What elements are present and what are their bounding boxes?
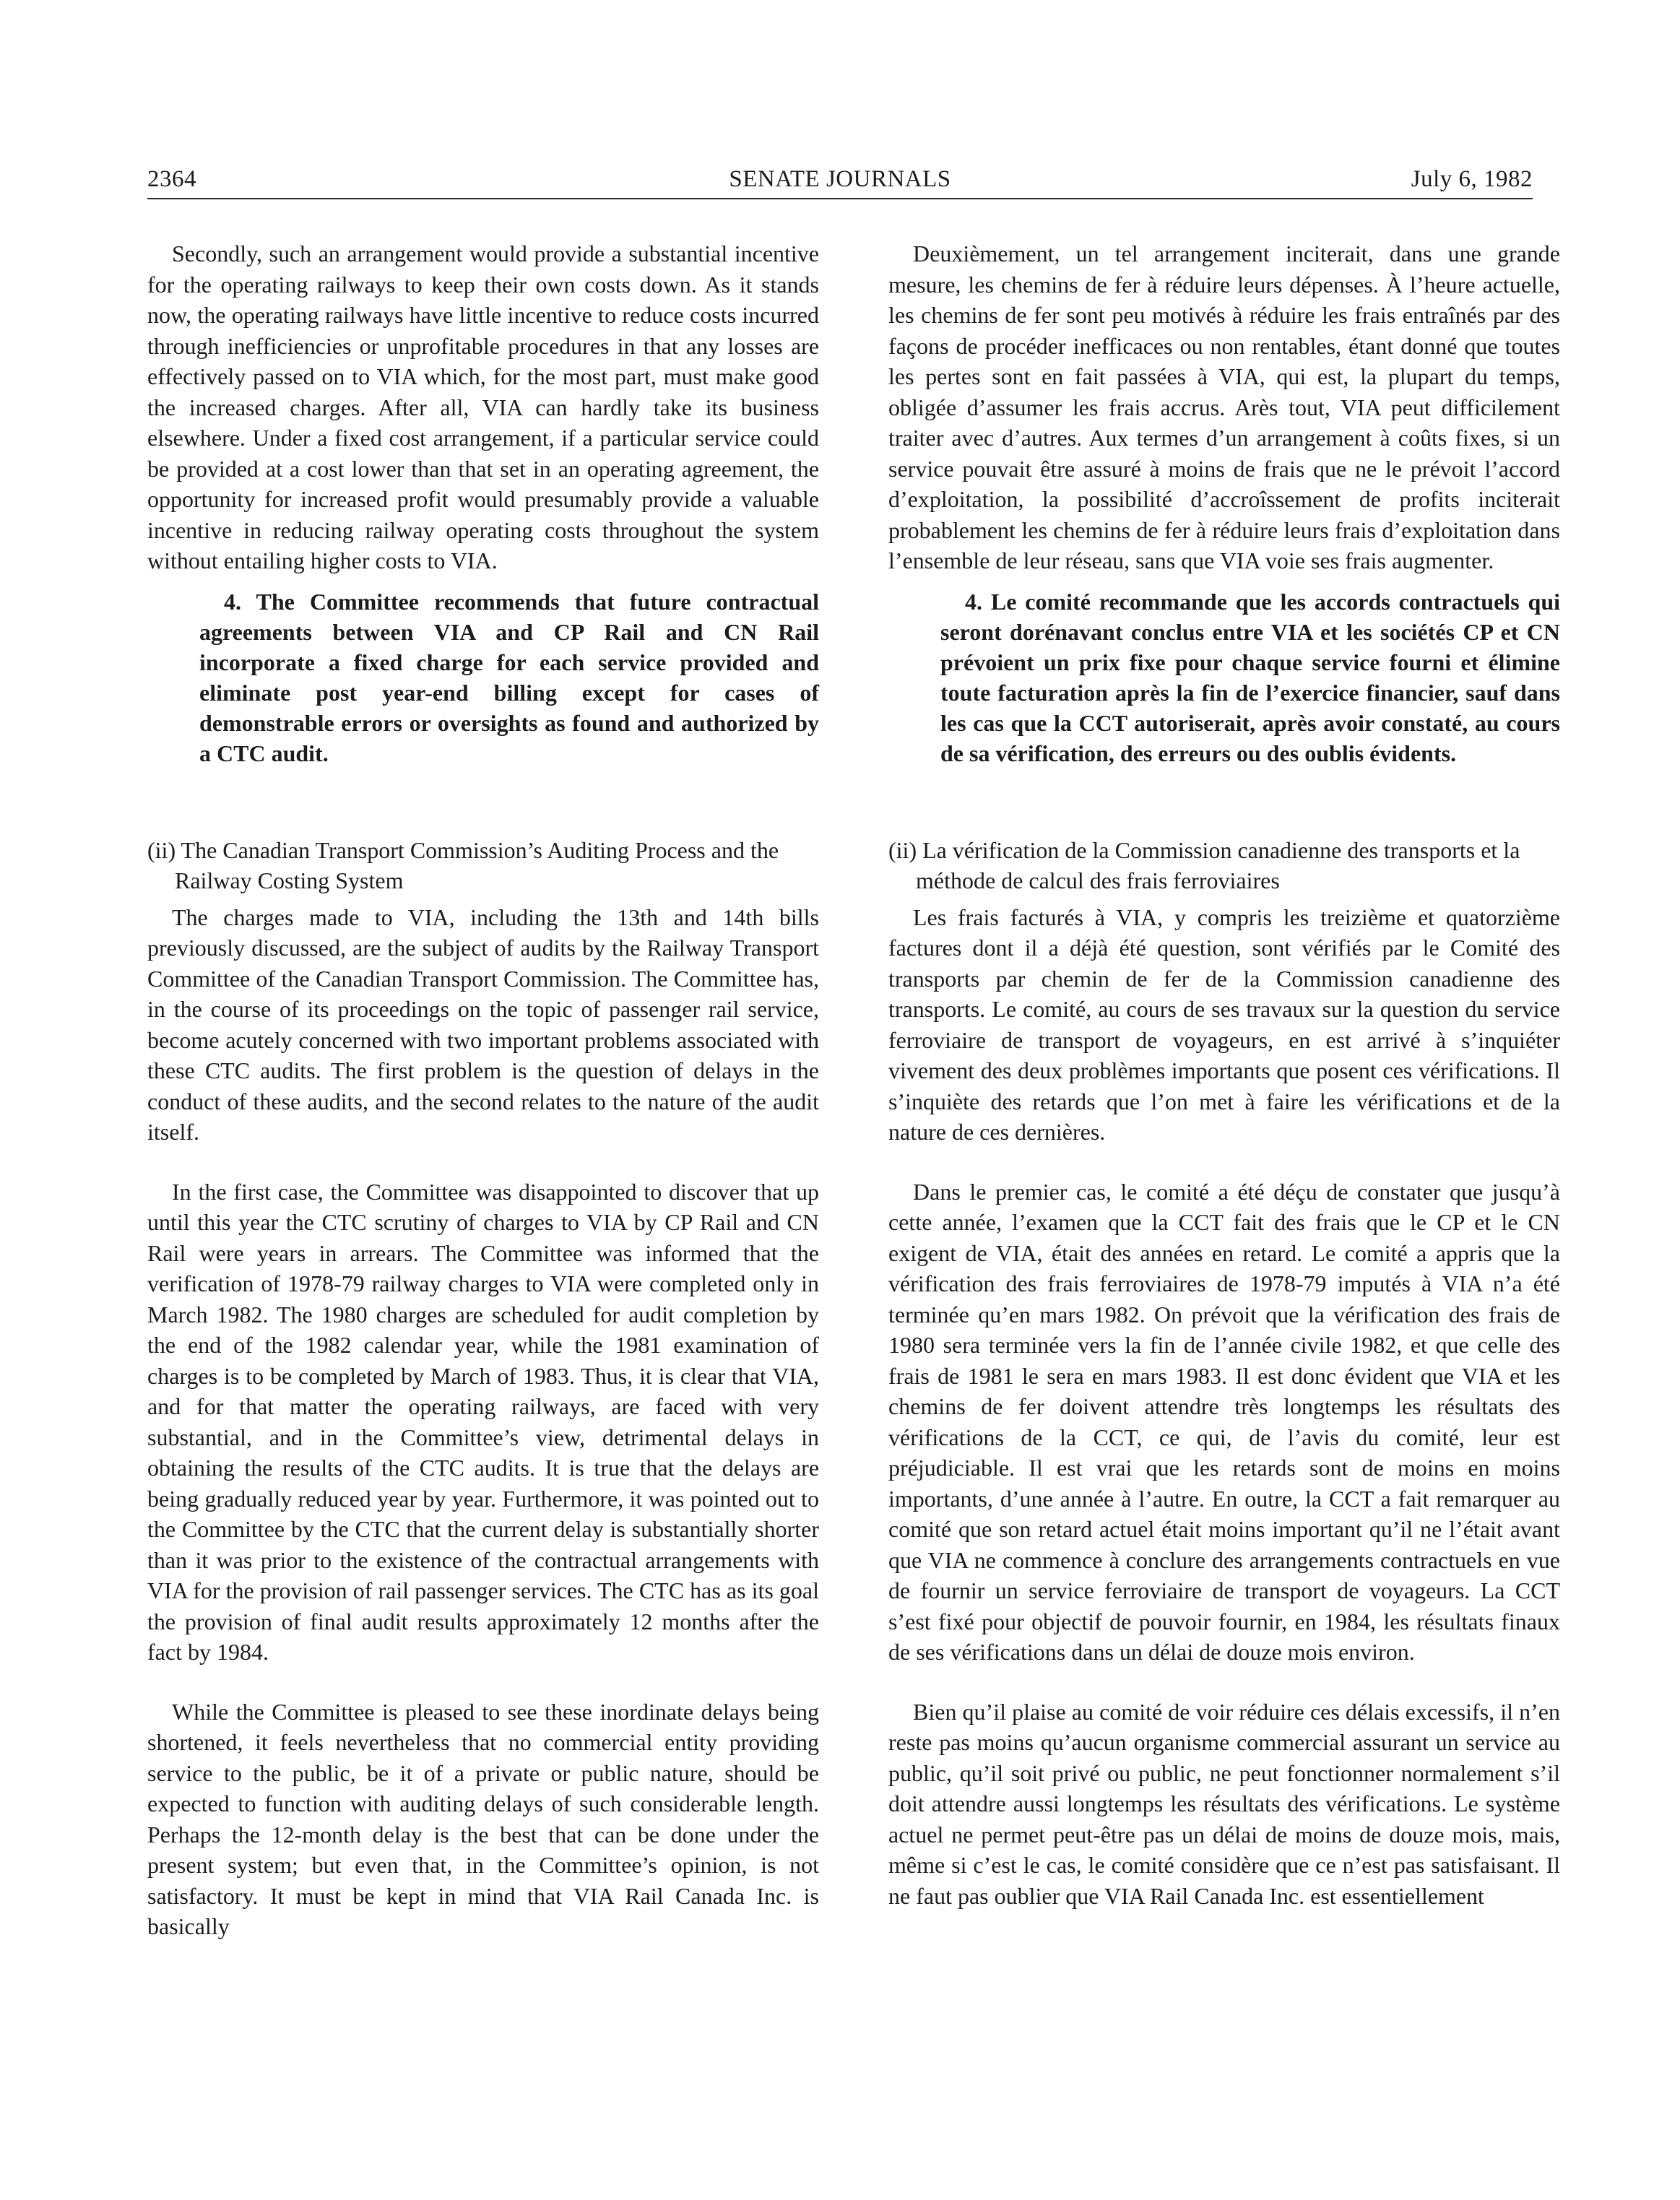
- paragraph-first-case: In the first case, the Committee was disappointed to discover that up until this year the CTC scrutiny of charges to VIA by CP Rail and CN Rail were years in arrears. The Committee was informed that the verification of 1978-79 railway charges to VIA were completed only in March 1982. The 1980 charges are scheduled for audit completion by the end of the 1982 calendar year, while the 1981 examination of charges is to be completed by March of 1983. Thus, it is clear that VIA, and for that matter the operating railways, are faced with very substantial, and in the Committee’s view, detrimental delays in obtaining the results of the CTC audits. It is true that the delays are being gradually reduced year by year. Furthermore, it was pointed out to the Committee by the CTC that the current delay is substantially shorter than it was prior to the existence of the contractual arrangements with VIA for the provision of rail passenger services. The CTC has as its goal the provision of final audit results approximately 12 months after the fact by 1984.: [147, 1178, 819, 1665]
- paragraph-while: While the Committee is pleased to see these inordinate delays being shortened, it feels nevertheless that no commercial entity providing service to the public, be it of a private or public nature, should be expected to function with auditing delays of such considerable length. Perhaps the 12-month delay is the best that can be done under the present system; but even that, in the Committee’s opinion, is not satisfactory. It must be kept in mind that VIA Rail Canada Inc. is basically: [147, 1698, 819, 1939]
- paragraph-deuxiemement: Deuxièmement, un tel arrangement inciterait, dans une grande mesure, les chemins de fer à réduire leurs dépenses. À l’heure actuelle, les chemins de fer sont peu motivés à réduire les frais entraînés par des façons de procéder inefficaces ou non rentables, étant donné que toutes les pertes sont en fait passées à VIA, qui est, la plupart du temps, obligée d’assumer les frais accrus. Arès tout, VIA peut difficilement traiter avec d’autres. Aux termes d’un arrangement à coûts fixes, si un service pouvait être assuré à moins de frais que ne le prévoit l’accord d’exploitation, la possibilité d’accroîssement de profits inciterait probablement les chemins de fer à réduire leurs frais d’exploitation dans l’ensemble de leur réseau, sans que VIA voie ses frais augmenter.: [888, 241, 1560, 573]
- recommendation-4-french: 4. Le comité recommande que les accords contractuels qui seront dorénavant conclus entre VIA et les sociétés CP et CN prévoient un prix fixe pour chaque service fourni et élimine toute facturation après la fin de l’exercice financier, sauf dans les cas que la CCT autoriserait, après avoir constaté, au cours de sa vérification, des erreurs ou des oublis évidents.: [940, 588, 1560, 766]
- paragraph-premier-cas: Dans le premier cas, le comité a été déçu de constater que jusqu’à cette année, l’examen que la CCT fait des frais que le CP et le CN exigent de VIA, était des années en retard. Le comité a appris que la vérification des frais ferroviaires de 1978-79 imputés à VIA n’a été terminée qu’en mars 1982. On prévoit que la vérification des frais de 1980 sera terminée vers la fin de l’année civile 1982, et que celle des frais de 1981 le sera en mars 1983. Il est donc évident que VIA et les chemins de fer doivent attendre très longtemps les résultats des vérifications de la CCT, ce qui, de l’avis du comité, leur est préjudiciable. Il est vrai que les retards sont de moins en moins importants, d’une année à l’autre. En outre, la CCT a fait remarquer au comité que son retard actuel était moins important qu’il ne l’était avant que VIA ne commence à conclure des arrangements contractuels en vue de fournir un service ferroviaire de transport de voyageurs. La CCT s’est fixé pour objectif de pouvoir fournir, en 1984, les résultats finaux de ses vérifications dans un délai de douze mois environ.: [888, 1178, 1560, 1665]
- english-column: [147, 238, 819, 1942]
- recommendation-4-english: 4. The Committee recommends that future contractual agreements between VIA and CP Rail and CN Rail incorporate a fixed charge for each service provided and eliminate post year-end billing except for cases of demonstrable errors or oversights as found and authorized by a CTC audit.: [199, 588, 819, 766]
- journal-date: July 6, 1982: [1411, 166, 1533, 192]
- section-heading-french: (ii) La vérification de la Commission canadienne des transports et la méthode de calcul des frais ferroviaires: [888, 836, 1520, 893]
- paragraph-frais: Les frais facturés à VIA, y compris les treizième et quatorzième factures dont il a déjà été question, sont vérifiés par le Comité des transports par chemin de fer de la Commission canadienne des transports. Le comité, au cours de ses travaux sur la question du service ferroviaire de transport de voyageurs, en est arrivé à s’inquiéter vivement des deux problèmes importants que posent ces vérifications. Il s’inquiète des retards que l’on met à faire les vérifications et de la nature de ces dernières.: [888, 904, 1560, 1145]
- page-number: 2364: [147, 166, 196, 192]
- paragraph-secondly: Secondly, such an arrangement would provide a substantial incentive for the operating railways to keep their own costs down. As it stands now, the operating railways have little incentive to reduce costs incurred through inefficiencies or unprofitable procedures in that any losses are effectively passed on to VIA which, for the most part, must make good the increased charges. After all, VIA can hardly take its business elsewhere. Under a fixed cost arrangement, if a particular service could be provided at a cost lower than that set in an operating agreement, the opportunity for increased profit would presumably provide a valuable incentive in reducing railway operating costs throughout the system without entailing higher costs to VIA.: [147, 241, 819, 573]
- paragraph-charges: The charges made to VIA, including the 13th and 14th bills previously discussed, are the subject of audits by the Railway Transport Committee of the Canadian Transport Commission. The Committee has, in the course of its proceedings on the topic of passenger rail service, become acutely concerned with two important problems associated with these CTC audits. The first problem is the question of delays in the conduct of these audits, and the second relates to the nature of the audit itself.: [147, 904, 819, 1145]
- french-column: [888, 238, 1560, 1911]
- paragraph-bien-que: Bien qu’il plaise au comité de voir réduire ces délais excessifs, il n’en reste pas moins qu’aucun organisme commercial assurant un service au public, qu’il soit privé ou public, ne peut fonctionner normalement s’il doit attendre aussi longtemps les résultats des vérifications. Le système actuel ne permet peut-être pas un délai de moins de douze mois, mais, même si c’est le cas, le comité considère que ce n’est pas satisfaisant. Il ne faut pas oublier que VIA Rail Canada Inc. est essentiellement: [888, 1698, 1560, 1909]
- running-head: [147, 160, 1533, 199]
- section-heading-english: (ii) The Canadian Transport Commission’s Auditing Process and the Railway Costing System: [147, 836, 779, 893]
- journal-title: SENATE JOURNALS: [729, 166, 951, 192]
